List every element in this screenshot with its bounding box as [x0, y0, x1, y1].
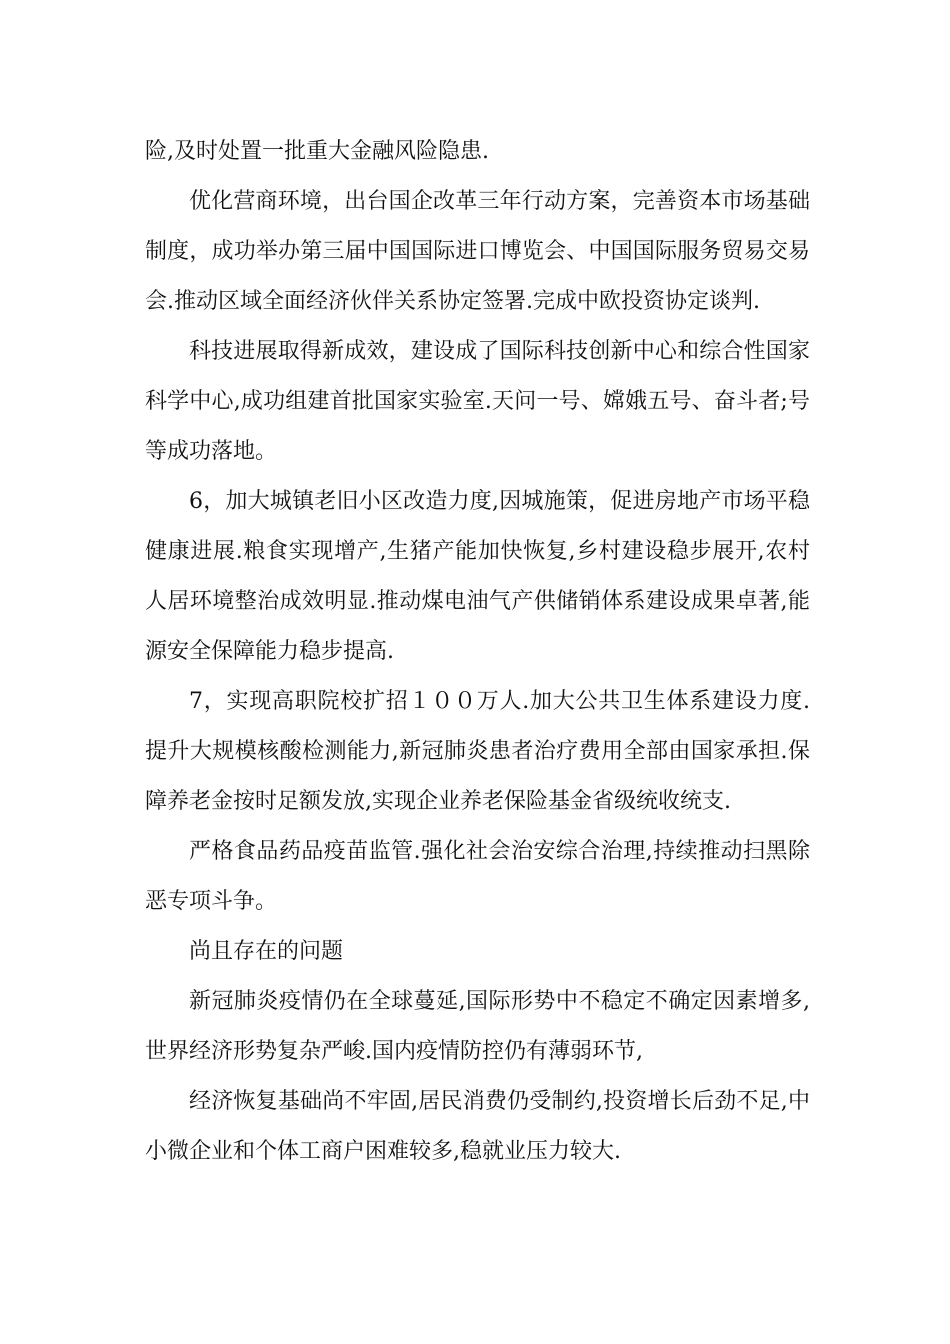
paragraph-business-environment: 优化营商环境，出台国企改革三年行动方案，完善资本市场基础制度，成功举办第三届中国国际进口博览会、中国国际服务贸易交易会.推动区域全面经济伙伴关系协定签署.完成中欧投资协定谈判.	[145, 189, 810, 314]
paragraph-science-technology: 科技进展取得新成效，建设成了国际科技创新中心和综合性国家科学中心,成功组建首批国家实验室.天问一号、嫦娥五号、奋斗者;号等成功落地。	[145, 339, 810, 464]
document-body	[145, 127, 810, 1177]
paragraph-urban-rural-energy: 6，加大城镇老旧小区改造力度,因城施策，促进房地产市场平稳健康进展.粮食实现增产,生猪产能加快恢复,乡村建设稳步展开,农村人居环境整治成效明显.推动煤电油气产供储销体系建设成果卓著,能源安全保障能力稳步提高.	[145, 489, 810, 664]
paragraph-global-situation: 新冠肺炎疫情仍在全球蔓延,国际形势中不稳定不确定因素增多,世界经济形势复杂严峻.国内疫情防控仍有薄弱环节,	[145, 989, 810, 1064]
section-heading-remaining-problems: 尚且存在的问题	[189, 939, 344, 964]
paragraph-employment-health-pension: 7，实现高职院校扩招１００万人.加大公共卫生体系建设力度.提升大规模核酸检测能力,新冠肺炎患者治疗费用全部由国家承担.保障养老金按时足额发放,实现企业养老保险基金省级统收统支.	[145, 689, 810, 814]
paragraph-food-safety-public-security: 严格食品药品疫苗监管.强化社会治安综合治理,持续推动扫黑除恶专项斗争。	[145, 839, 810, 914]
paragraph-economic-recovery: 经济恢复基础尚不牢固,居民消费仍受制约,投资增长后劲不足,中小微企业和个体工商户困难较多,稳就业压力较大.	[145, 1089, 810, 1164]
paragraph-financial-risk: 险,及时处置一批重大金融风险隐患.	[145, 139, 489, 164]
